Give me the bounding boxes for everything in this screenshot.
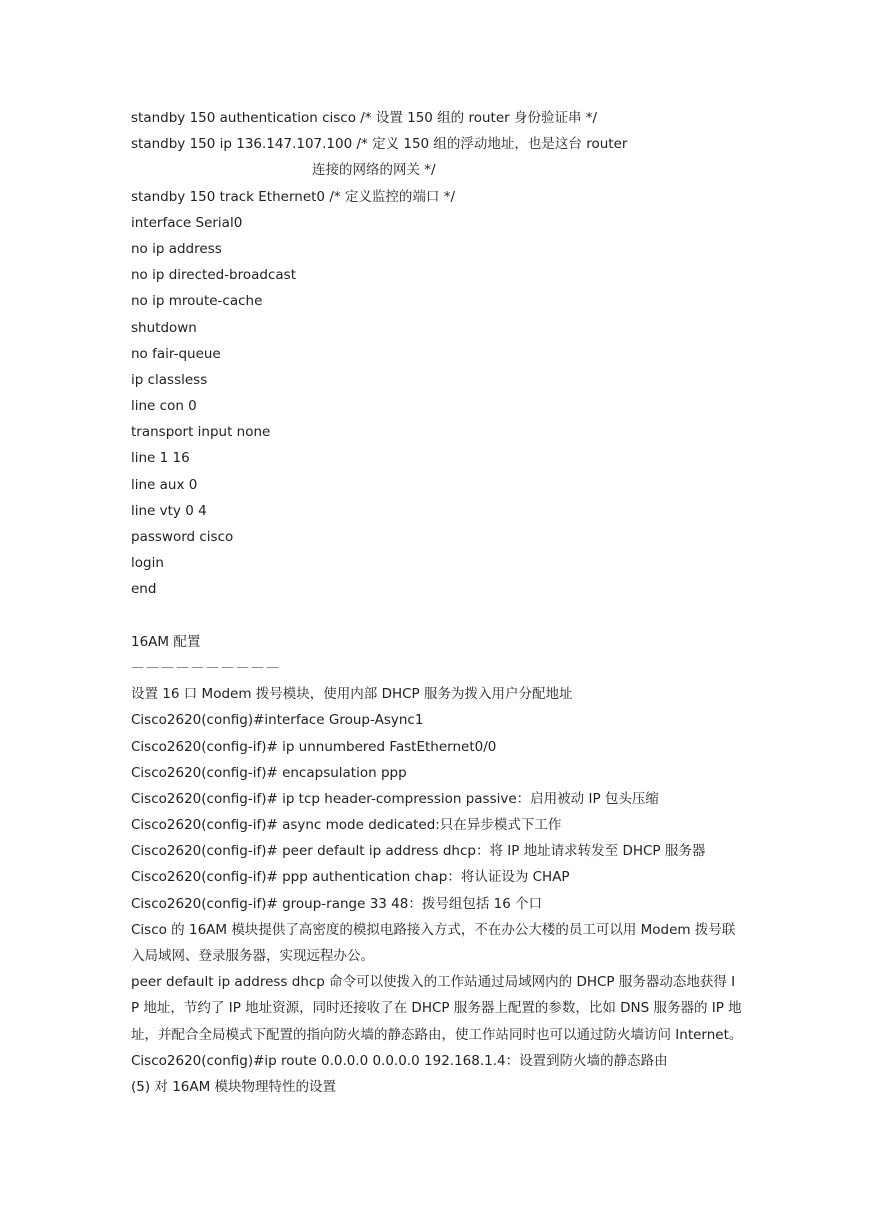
config-line: line 1 16 bbox=[131, 450, 190, 467]
section-line: Cisco2620(config-if)# async mode dedicated:只在异步模式下工作 bbox=[131, 817, 562, 834]
config-line: no ip directed-broadcast bbox=[131, 267, 297, 284]
section-line: Cisco2620(config)#interface Group-Async1 bbox=[131, 712, 424, 729]
section-title: 16AM 配置 bbox=[131, 633, 201, 650]
section-line: Cisco2620(config-if)# peer default ip address dhcp：将 IP 地址请求转发至 DHCP 服务器 bbox=[131, 843, 706, 860]
subsection-heading: (5) 对 16AM 模块物理特性的设置 bbox=[131, 1079, 337, 1096]
config-line: no fair-queue bbox=[131, 345, 221, 362]
section-line: 设置 16 口 Modem 拨号模块，使用内部 DHCP 服务为拨入用户分配地址 bbox=[131, 686, 573, 703]
document-page bbox=[131, 105, 746, 1100]
config-line: no ip mroute-cache bbox=[131, 293, 263, 310]
config-line: login bbox=[131, 555, 164, 572]
config-line: standby 150 track Ethernet0 /* 定义监控的端口 */ bbox=[131, 188, 455, 205]
section-line: Cisco2620(config-if)# group-range 33 48：拨号组包括 16 个口 bbox=[131, 895, 543, 912]
section-separator: —————————— bbox=[131, 659, 281, 675]
route-line: Cisco2620(config)#ip route 0.0.0.0 0.0.0.0 192.168.1.4：设置到防火墙的静态路由 bbox=[131, 1052, 668, 1069]
config-line: end bbox=[131, 581, 157, 598]
section-line: Cisco2620(config-if)# ip unnumbered FastEthernet0/0 bbox=[131, 738, 497, 755]
config-line: ip classless bbox=[131, 371, 208, 388]
config-line: standby 150 authentication cisco /* 设置 150 组的 router 身份验证串 */ bbox=[131, 110, 598, 126]
section-line: Cisco2620(config-if)# ip tcp header-compression passive：启用被动 IP 包头压缩 bbox=[131, 790, 659, 807]
config-line: line con 0 bbox=[131, 398, 197, 415]
config-line: line aux 0 bbox=[131, 476, 198, 493]
config-line: password cisco bbox=[131, 529, 234, 545]
config-line: line vty 0 4 bbox=[131, 502, 207, 519]
config-line: interface Serial0 bbox=[131, 214, 243, 231]
config-line: shutdown bbox=[131, 319, 197, 336]
blank-line bbox=[131, 603, 746, 629]
config-line: standby 150 ip 136.147.107.100 /* 定义 150 组的浮动地址，也是这台 router bbox=[131, 136, 628, 153]
section-line: Cisco2620(config-if)# encapsulation ppp bbox=[131, 764, 407, 781]
config-line: transport input none bbox=[131, 424, 271, 441]
config-line-continuation: 连接的网络的网关 */ bbox=[312, 162, 436, 179]
section-line: Cisco2620(config-if)# ppp authentication chap：将认证设为 CHAP bbox=[131, 869, 570, 886]
paragraph: peer default ip address dhcp 命令可以使拨入的工作站通过局域网内的 DHCP 服务器动态地获得 IP 地址，节约了 IP 地址资源，同时还接收了在 DHCP 服务器上配置的参数，比如 DNS 服务器的 IP 地址，并配合全局模式下配置的指向防火墙的静态路由，使工作站同时也可以通过防火墙访问 Internet。 bbox=[131, 974, 743, 1043]
config-line: no ip address bbox=[131, 240, 222, 257]
paragraph: Cisco 的 16AM 模块提供了高密度的模拟电路接入方式，不在办公大楼的员工可以用 Modem 拨号联入局域网、登录服务器，实现远程办公。 bbox=[131, 921, 736, 965]
